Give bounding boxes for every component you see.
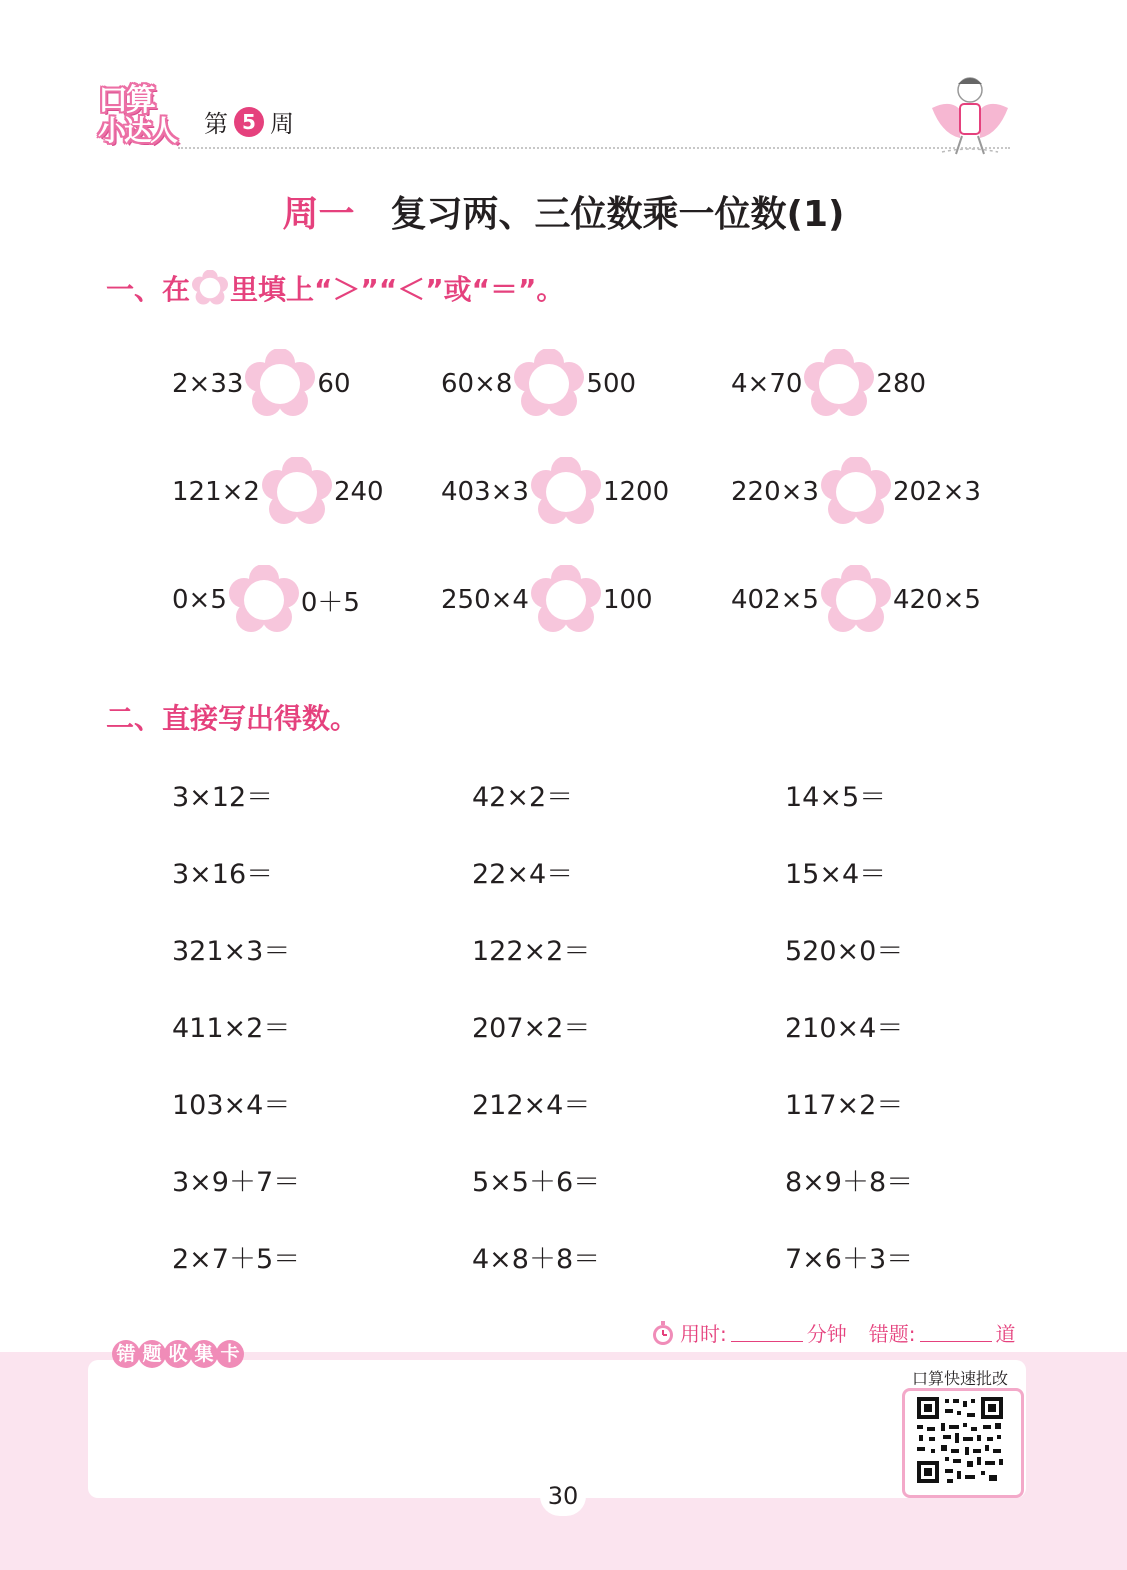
section-1-heading	[106, 268, 564, 308]
calc-item[interactable]: 5×5＋6＝	[472, 1167, 601, 1198]
compare-left: 403×3	[441, 477, 529, 507]
compare-right: 0＋5	[300, 587, 360, 618]
compare-left: 60×8	[441, 369, 513, 399]
flower-answer-circle[interactable]	[531, 457, 601, 527]
flower-answer-circle[interactable]	[245, 349, 315, 419]
compare-left: 121×2	[172, 477, 260, 507]
compare-right: 60	[317, 369, 351, 399]
calc-item[interactable]: 42×2＝	[472, 782, 574, 813]
error-label: 错题:	[868, 1322, 916, 1346]
error-blank[interactable]	[920, 1323, 992, 1342]
week-label	[204, 104, 294, 139]
time-blank[interactable]	[731, 1323, 803, 1342]
error-card-tag	[112, 1340, 242, 1368]
brand-line2: 小达人	[98, 114, 177, 147]
compare-item	[441, 565, 653, 635]
compare-right: 500	[586, 369, 637, 399]
qr-code-icon	[905, 1391, 1015, 1489]
compare-right: 280	[876, 369, 927, 399]
compare-right: 202×3	[892, 477, 981, 507]
stopwatch-icon	[650, 1320, 676, 1346]
qr-label: 口算快速批改	[911, 1369, 1008, 1388]
calc-item[interactable]: 14×5＝	[785, 782, 887, 813]
compare-item	[441, 457, 669, 527]
compare-left: 402×5	[731, 585, 819, 615]
section-2-heading: 二、直接写出得数。	[106, 702, 359, 735]
section-1-heading-pre: 一、在	[106, 273, 191, 306]
compare-item	[731, 565, 981, 635]
week-number-badge: 5	[234, 107, 264, 137]
week-prefix: 第	[204, 110, 228, 138]
compare-item	[441, 349, 636, 419]
compare-left: 0×5	[172, 585, 227, 615]
error-card-char: 卡	[216, 1340, 244, 1368]
calc-item[interactable]: 7×6＋3＝	[785, 1244, 914, 1275]
time-label: 用时:	[680, 1322, 727, 1346]
compare-item	[172, 457, 384, 527]
section-1-heading-post: 里填上“＞”“＜”或“＝”。	[230, 273, 565, 306]
flower-answer-circle[interactable]	[531, 565, 601, 635]
compare-item	[172, 349, 351, 419]
calc-item[interactable]: 103×4＝	[172, 1090, 291, 1121]
time-unit: 分钟	[806, 1322, 847, 1346]
calc-item[interactable]: 22×4＝	[472, 859, 574, 890]
header-divider	[178, 147, 1010, 149]
brand-logo	[94, 84, 178, 150]
flower-icon	[192, 270, 228, 306]
calc-item[interactable]: 2×7＋5＝	[172, 1244, 301, 1275]
calc-item[interactable]: 15×4＝	[785, 859, 887, 890]
calc-item[interactable]: 117×2＝	[785, 1090, 904, 1121]
calc-item[interactable]: 210×4＝	[785, 1013, 904, 1044]
calc-item[interactable]: 122×2＝	[472, 936, 591, 967]
error-card-char: 题	[138, 1340, 166, 1368]
calc-item[interactable]: 3×9＋7＝	[172, 1167, 301, 1198]
compare-right: 100	[602, 585, 653, 615]
calc-item[interactable]: 411×2＝	[172, 1013, 291, 1044]
calc-item[interactable]: 8×9＋8＝	[785, 1167, 914, 1198]
flower-answer-circle[interactable]	[821, 565, 891, 635]
compare-right: 1200	[602, 477, 670, 507]
calc-item[interactable]: 212×4＝	[472, 1090, 591, 1121]
time-and-error-record	[650, 1318, 1016, 1347]
calc-item[interactable]: 3×12＝	[172, 782, 274, 813]
flower-answer-circle[interactable]	[262, 457, 332, 527]
flower-answer-circle[interactable]	[821, 457, 891, 527]
compare-right: 240	[333, 477, 384, 507]
qr-code-frame[interactable]	[902, 1388, 1024, 1498]
page-number: 30	[540, 1476, 586, 1516]
compare-right: 420×5	[892, 585, 981, 615]
compare-item	[172, 565, 360, 635]
flower-answer-circle[interactable]	[804, 349, 874, 419]
brand-line1: 口算	[98, 83, 154, 118]
calc-item[interactable]: 321×3＝	[172, 936, 291, 967]
compare-left: 2×33	[172, 369, 244, 399]
calc-item[interactable]: 520×0＝	[785, 936, 904, 967]
error-card-char: 集	[190, 1340, 218, 1368]
error-card-char: 收	[164, 1340, 192, 1368]
compare-left: 250×4	[441, 585, 529, 615]
week-suffix: 周	[270, 110, 294, 138]
title-topic: 复习两、三位数乘一位数(1)	[390, 194, 845, 235]
compare-left: 220×3	[731, 477, 819, 507]
error-unit: 道	[995, 1322, 1016, 1346]
flower-answer-circle[interactable]	[229, 565, 299, 635]
flower-answer-circle[interactable]	[514, 349, 584, 419]
compare-left: 4×70	[731, 369, 803, 399]
calc-item[interactable]: 207×2＝	[472, 1013, 591, 1044]
compare-item	[731, 349, 926, 419]
compare-item	[731, 457, 981, 527]
calc-item[interactable]: 3×16＝	[172, 859, 274, 890]
page-title	[0, 186, 1127, 237]
calc-item[interactable]: 4×8＋8＝	[472, 1244, 601, 1275]
mascot-icon	[922, 68, 1018, 160]
title-day: 周一	[282, 194, 355, 235]
error-card-char: 错	[112, 1340, 140, 1368]
